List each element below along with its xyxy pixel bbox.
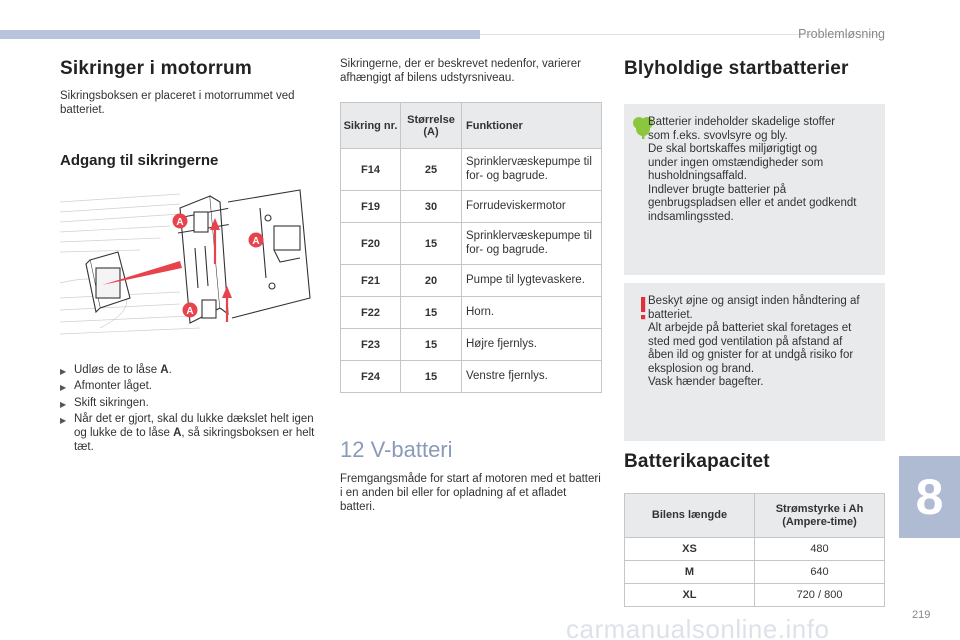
table-row: XS 480 <box>625 538 885 561</box>
intro-text: Sikringsboksen er placeret i motorrummet ved batteriet. <box>60 90 295 116</box>
marker-a-top: A <box>176 217 184 228</box>
table-row: F22 15 Horn. <box>341 297 602 329</box>
bullet-icon: ▶ <box>60 367 67 376</box>
bullet-icon: ▶ <box>60 399 67 409</box>
chapter-tab: 8 <box>899 456 960 538</box>
warning-note <box>624 283 885 441</box>
page-number: 219 <box>912 609 931 621</box>
page-title: Sikringer i motorrum <box>60 58 252 79</box>
section-heading: Problemløsning <box>798 27 885 41</box>
step-item: ▶ Afmonter låget. <box>60 379 320 395</box>
table-row: F21 20 Pumpe til lygtevaskere. <box>341 265 602 297</box>
lead-battery-title: Blyholdige startbatterier <box>624 58 849 79</box>
step-item: ▶ Skift sikringen. <box>60 396 320 412</box>
table-row: F19 30 Forrudeviskermotor <box>341 191 602 223</box>
table-row: F14 25 Sprinklervæskepumpe til for- og bagrude. <box>341 149 602 191</box>
watermark: carmanualsonline.info <box>566 614 830 640</box>
table-row: F23 15 Højre fjernlys. <box>341 329 602 361</box>
marker-a-bottom: A <box>186 306 194 317</box>
fuse-table <box>340 102 602 393</box>
header-functions: Funktioner <box>462 103 602 149</box>
eco-note-text: Batterier indeholder skadelige stoffer som f.eks. svovlsyre og bly. De skal bortskaffes miljørigtigt og under ingen omstændigheder som husholdningsaffald. Indlever brugte batterier på genbrugspladsen eller et andet godkendt indsamlingssted. <box>648 116 857 223</box>
table-row: M 640 <box>625 561 885 584</box>
bullet-icon: ▶ <box>60 383 67 393</box>
fuse-intro: Sikringerne, der er beskrevet nedenfor, varierer afhængigt af bilens udstyrsniveau. <box>340 58 581 84</box>
header-bar <box>0 30 480 39</box>
header-fuse-nr: Sikring nr. <box>341 103 401 149</box>
fuse-table-header <box>341 103 602 149</box>
capacity-table-header <box>625 494 885 538</box>
subtitle-access: Adgang til sikringerne <box>60 152 219 169</box>
capacity-table <box>624 493 885 607</box>
warning-note-text: Beskyt øjne og ansigt inden håndtering af batteriet. Alt arbejde på batteriet skal foretages et sted med god ventilation på afstand af åben ild og gnister for at undgå risiko for eksplosion og brand. Vask hænder bagefter. <box>648 295 860 388</box>
header-size: Størrelse (A) <box>401 103 462 149</box>
battery-text: Fremgangsmåde for start af motoren med et batteri i en anden bil eller for opladning af et afladet batteri. <box>340 473 601 513</box>
step-item: ▶ Når det er gjort, skal du lukke dækslet helt igen og lukke de to låse A, så sikringsboksen er helt tæt. <box>60 412 315 454</box>
marker-a-right: A <box>252 236 260 247</box>
header-capacity: Strømstyrke i Ah (Ampere-time) <box>755 494 885 538</box>
table-row: F24 15 Venstre fjernlys. <box>341 361 602 393</box>
step-item: ▶ Udløs de to låse A. <box>60 363 320 379</box>
steps-list <box>60 363 320 455</box>
table-row: F20 15 Sprinklervæskepumpe til for- og bagrude. <box>341 223 602 265</box>
battery-section-title: 12 V-batteri <box>340 437 453 462</box>
capacity-title: Batterikapacitet <box>624 451 770 472</box>
table-row: XL 720 / 800 <box>625 584 885 607</box>
bullet-icon: ▶ <box>60 415 67 425</box>
fusebox-illustration <box>60 188 316 338</box>
eco-note <box>624 104 885 275</box>
header-vehicle-length: Bilens længde <box>625 494 755 538</box>
